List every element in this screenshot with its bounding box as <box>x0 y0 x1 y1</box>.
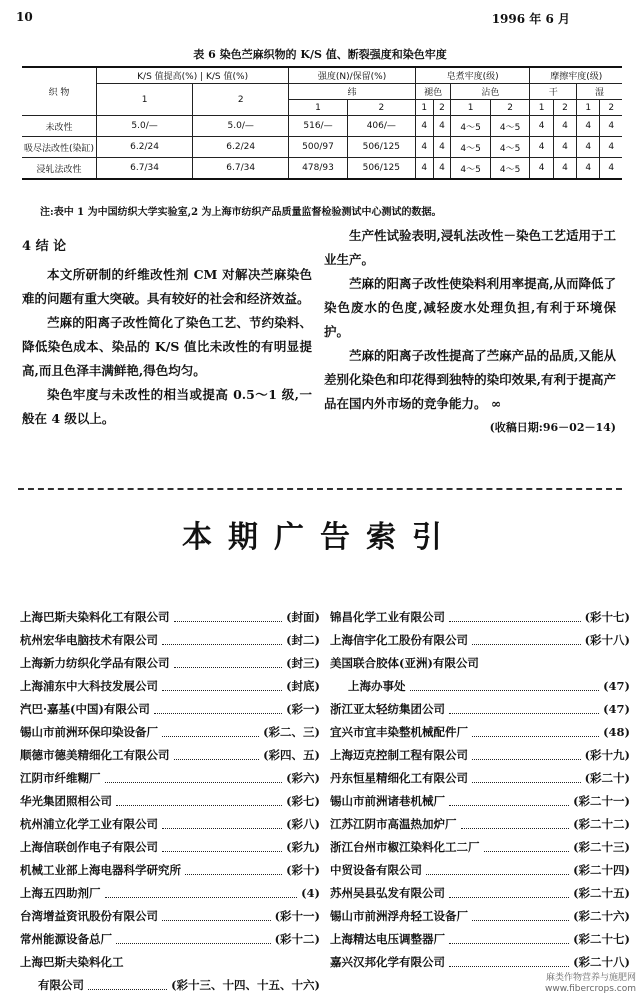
ad-entry <box>330 721 630 744</box>
ad-page: (彩九) <box>286 840 320 854</box>
leader-dots <box>185 859 282 875</box>
table-header-row <box>22 67 622 84</box>
cell: 4 <box>433 116 451 137</box>
ad-company: 美国联合胶体(亚洲)有限公司 <box>330 656 479 670</box>
leader-dots <box>162 721 259 737</box>
ad-entry <box>20 721 320 744</box>
table-header-row <box>22 84 622 100</box>
header-fabric: 织 物 <box>22 67 97 116</box>
ad-entry <box>20 675 320 698</box>
header-num: 1 <box>577 100 600 116</box>
leader-dots <box>116 928 271 944</box>
ad-entry <box>330 905 630 928</box>
header-num: 2 <box>433 100 451 116</box>
ad-entry <box>330 882 630 905</box>
header-rub-fastness: 摩擦牢度(级) <box>530 67 622 84</box>
header-num: 1 <box>289 100 347 116</box>
leader-dots <box>472 744 581 760</box>
ad-company: 浙江亚太轻纺集团公司 <box>330 702 445 716</box>
ad-company: 锡山市前洲浮舟轻工设备厂 <box>330 909 468 923</box>
cell: 4～5 <box>490 116 530 137</box>
ad-page: (封底) <box>286 679 320 693</box>
cell: 6.7/34 <box>193 158 289 180</box>
header-ks: K/S 值提高(%) | K/S 值(%) <box>97 67 289 84</box>
leader-dots <box>162 629 282 645</box>
header-soap-fastness: 皂煮牢度(级) <box>415 67 530 84</box>
cell: 4～5 <box>451 137 491 158</box>
section-heading: 4 结 论 <box>22 239 67 254</box>
ad-company: 江苏江阴市高温热加炉厂 <box>330 817 457 831</box>
ad-company: 汽巴·嘉基(中国)有限公司 <box>20 702 150 716</box>
header-num: 2 <box>600 100 622 116</box>
ad-entry <box>20 606 320 629</box>
section-divider <box>18 488 622 490</box>
conclusion-left-column <box>22 235 312 431</box>
ad-page: (彩二十二) <box>573 817 630 831</box>
ad-company: 上海浦东中大科技发展公司 <box>20 679 158 693</box>
ad-page: (彩十一) <box>274 909 320 923</box>
leader-dots <box>162 836 282 852</box>
page-number: 10 <box>16 10 33 24</box>
table-row <box>22 137 622 158</box>
ad-company: 华光集团照相公司 <box>20 794 112 808</box>
leader-dots <box>162 905 271 921</box>
table-note: 注:表中 1 为中国纺织大学实验室,2 为上海市纺织产品质量监督检验测试中心测试的数据。 <box>40 207 442 218</box>
ad-company: 台湾增益资讯股份有限公司 <box>20 909 158 923</box>
ad-company: 锡山市前洲诸巷机械厂 <box>330 794 445 808</box>
cell: 4 <box>433 158 451 180</box>
cell: 4 <box>530 116 553 137</box>
leader-dots <box>162 813 282 829</box>
ad-entry <box>20 859 320 882</box>
ad-company: 浙江台州市椒江染料化工二厂 <box>330 840 480 854</box>
header-wet: 湿 <box>577 84 622 100</box>
header-warp: 纬 <box>289 84 416 100</box>
ad-page: (彩二十五) <box>573 886 630 900</box>
leader-dots <box>472 767 581 783</box>
cell: 500/97 <box>289 137 347 158</box>
ad-page: (彩六) <box>286 771 320 785</box>
ad-entry <box>20 652 320 675</box>
ad-entry <box>20 813 320 836</box>
ad-page: (彩二十八) <box>573 955 630 969</box>
ad-entry <box>330 859 630 882</box>
leader-dots <box>449 951 569 967</box>
paragraph: 苎麻的阳离子改性使染料利用率提高,从而降低了染色废水的色度,减轻废水处理负担,有利于环境保护。 <box>324 276 616 339</box>
header-num: 2 <box>490 100 530 116</box>
ad-company: 上海巴斯夫染料化工有限公司 <box>20 610 170 624</box>
ad-company: 嘉兴汉邦化学有限公司 <box>330 955 445 969</box>
cell: 4 <box>530 158 553 180</box>
ad-entry <box>20 882 320 905</box>
leader-dots <box>472 905 569 921</box>
ad-company: 锦昌化学工业有限公司 <box>330 610 445 624</box>
leader-dots <box>162 675 282 691</box>
leader-dots <box>472 629 581 645</box>
header-ks-2: K/S 值(%) <box>206 72 249 82</box>
header-num: 2 <box>553 100 576 116</box>
cell: 478/93 <box>289 158 347 180</box>
ad-company: 顺德市德美精细化工有限公司 <box>20 748 170 762</box>
ad-page: (彩一) <box>286 702 320 716</box>
ad-entry <box>20 905 320 928</box>
ad-entry <box>20 767 320 790</box>
cell: 4 <box>415 137 433 158</box>
table-caption: 表 6 染色苎麻织物的 K/S 值、断裂强度和染色牢度 <box>193 48 447 61</box>
header-ks-1: K/S 值提高(%) <box>137 72 198 82</box>
ad-page: (封二) <box>286 633 320 647</box>
paragraph: 苎麻的阳离子改性简化了染色工艺、节约染料、降低染色成本、染品的 K/S 值比未改性的有明显提高,而且色泽丰满鲜艳,得色均匀。 <box>22 315 312 378</box>
leader-dots <box>154 698 282 714</box>
ad-entry <box>20 790 320 813</box>
cell: 506/125 <box>347 137 415 158</box>
leader-dots <box>116 790 282 806</box>
ad-page: (彩十三、十四、十五、十六) <box>171 978 320 992</box>
ad-page: (彩八) <box>286 817 320 831</box>
paragraph: 生产性试验表明,浸轧法改性－染色工艺适用于工业生产。 <box>324 228 616 267</box>
ad-entry <box>330 744 630 767</box>
ad-page: (彩二十) <box>584 771 630 785</box>
ad-entry <box>330 928 630 951</box>
cell: 516/— <box>289 116 347 137</box>
leader-dots <box>426 859 569 875</box>
leader-dots <box>174 652 283 668</box>
leader-dots <box>174 744 260 760</box>
ad-entry <box>330 836 630 859</box>
ad-page: (48) <box>603 725 630 739</box>
ad-entry <box>330 767 630 790</box>
received-date: (收稿日期:96－02－14) <box>489 421 616 434</box>
cell: 4 <box>553 116 576 137</box>
watermark-line-1: 麻类作物营养与施肥网 <box>545 973 636 983</box>
ad-company: 上海信联创作电子有限公司 <box>20 840 158 854</box>
cell: 4～5 <box>451 158 491 180</box>
ad-entry <box>20 928 320 951</box>
ad-entry <box>330 790 630 813</box>
cell: 6.2/24 <box>97 137 193 158</box>
leader-dots <box>410 675 600 691</box>
cell: 6.2/24 <box>193 137 289 158</box>
paragraph <box>324 344 616 416</box>
header-num: 2 <box>347 100 415 116</box>
ad-entry <box>330 652 630 675</box>
ad-page: (彩二十三) <box>573 840 630 854</box>
fabric-name: 吸尽法改性(染缸) <box>22 137 97 158</box>
leader-dots <box>449 698 599 714</box>
leader-dots <box>449 882 569 898</box>
ad-page: (彩七) <box>286 794 320 808</box>
cell: 4 <box>577 116 600 137</box>
ad-page: (封面) <box>286 610 320 624</box>
ad-entry <box>330 698 630 721</box>
paragraph-text: 苎麻的阳离子改性提高了苎麻产品的品质,又能从差别化染色和印花得到独特的染印效果,有利于提高产品在国内外市场的竞争能力。 <box>324 348 616 411</box>
ad-company: 上海巴斯夫染料化工 <box>20 955 124 969</box>
cell: 6.7/34 <box>97 158 193 180</box>
ad-page: (封三) <box>286 656 320 670</box>
cell: 4 <box>600 116 622 137</box>
ad-company: 上海新力纺织化学品有限公司 <box>20 656 170 670</box>
cell: 5.0/— <box>97 116 193 137</box>
ad-company: 有限公司 <box>38 978 84 992</box>
ad-company: 锡山市前洲环保印染设备厂 <box>20 725 158 739</box>
ad-company: 杭州浦立化学工业有限公司 <box>20 817 158 831</box>
cell: 4 <box>553 137 576 158</box>
paragraph: 染色牢度与未改性的相当或提高 0.5～1 级,一般在 4 级以上。 <box>22 387 312 426</box>
ad-page: (彩十) <box>286 863 320 877</box>
leader-dots <box>449 928 569 944</box>
leader-dots <box>472 721 599 737</box>
ad-page: (彩十七) <box>584 610 630 624</box>
ad-entry <box>20 629 320 652</box>
cell: 4 <box>530 137 553 158</box>
ad-company: 上海迈克控制工程有限公司 <box>330 748 468 762</box>
leader-dots <box>449 606 581 622</box>
leader-dots <box>461 813 570 829</box>
conclusion-right-column <box>324 224 616 440</box>
header-fade: 褪色 <box>415 84 450 100</box>
ad-entry <box>20 744 320 767</box>
fabric-name: 未改性 <box>22 116 97 137</box>
ad-page: (47) <box>603 679 630 693</box>
ad-entry <box>330 606 630 629</box>
ad-page: (彩二十六) <box>573 909 630 923</box>
results-table <box>22 66 622 180</box>
table-row <box>22 158 622 180</box>
ad-entry <box>330 813 630 836</box>
cell: 5.0/— <box>193 116 289 137</box>
header-num: 1 <box>530 100 553 116</box>
ad-index-right-list <box>330 606 630 974</box>
header-num: 2 <box>193 84 289 116</box>
cell: 4 <box>415 158 433 180</box>
ad-entry <box>20 974 320 997</box>
leader-dots <box>174 606 283 622</box>
ad-company: 中贸设备有限公司 <box>330 863 422 877</box>
ad-page: (彩二、三) <box>263 725 320 739</box>
paragraph: 本文所研制的纤维改性剂 CM 对解决苎麻染色难的问题有重大突破。具有较好的社会和经济效益。 <box>22 267 312 306</box>
ad-company: 上海精达电压调整器厂 <box>330 932 445 946</box>
ad-entry <box>330 675 630 698</box>
ad-page: (彩十八) <box>584 633 630 647</box>
cell: 4 <box>415 116 433 137</box>
leader-dots <box>105 767 283 783</box>
ad-page: (彩二十四) <box>573 863 630 877</box>
issue-date: 1996 年 6 月 <box>491 12 570 26</box>
ad-page: (彩二十一) <box>573 794 630 808</box>
ad-company: 上海办事处 <box>348 679 406 693</box>
ad-entry <box>20 836 320 859</box>
ad-company: 杭州宏华电脑技术有限公司 <box>20 633 158 647</box>
ad-company: 丹东恒星精细化工有限公司 <box>330 771 468 785</box>
header-dry: 干 <box>530 84 577 100</box>
ad-page: (4) <box>301 886 320 900</box>
ad-index-title: 本期广告索引 <box>182 520 458 555</box>
header-num: 1 <box>97 84 193 116</box>
ad-company: 江阴市纤维糊厂 <box>20 771 101 785</box>
leader-dots <box>449 790 569 806</box>
ad-index-left-list <box>20 606 320 997</box>
ad-entry <box>330 629 630 652</box>
cell: 4 <box>600 158 622 180</box>
ad-entry <box>20 698 320 721</box>
leader-dots <box>88 974 167 990</box>
end-mark: ∞ <box>490 396 502 411</box>
ad-page: (彩十二) <box>274 932 320 946</box>
leader-dots <box>105 882 298 898</box>
ad-company: 常州能源设备总厂 <box>20 932 112 946</box>
cell: 4 <box>553 158 576 180</box>
fabric-name: 浸轧法改性 <box>22 158 97 180</box>
cell: 4～5 <box>451 116 491 137</box>
table-row <box>22 116 622 137</box>
header-num: 1 <box>415 100 433 116</box>
cell: 4 <box>577 137 600 158</box>
cell: 4 <box>433 137 451 158</box>
watermark-line-2: www.fibercrops.com <box>545 984 636 994</box>
header-stain: 沾色 <box>451 84 530 100</box>
ad-company: 机械工业部上海电器科学研究所 <box>20 863 181 877</box>
ad-page: (47) <box>603 702 630 716</box>
header-num: 1 <box>451 100 491 116</box>
ad-page: (彩二十七) <box>573 932 630 946</box>
cell: 4 <box>577 158 600 180</box>
ad-company: 上海信宇化工股份有限公司 <box>330 633 468 647</box>
cell: 4～5 <box>490 137 530 158</box>
cell: 4 <box>600 137 622 158</box>
leader-dots <box>484 836 570 852</box>
cell: 506/125 <box>347 158 415 180</box>
ad-page: (彩四、五) <box>263 748 320 762</box>
ad-entry <box>20 951 320 974</box>
cell: 406/— <box>347 116 415 137</box>
ad-page: (彩十九) <box>584 748 630 762</box>
header-strength: 强度(N)/保留(%) <box>289 67 416 84</box>
ad-company: 苏州吴县弘发有限公司 <box>330 886 445 900</box>
ad-company: 上海五四助剂厂 <box>20 886 101 900</box>
cell: 4～5 <box>490 158 530 180</box>
ad-company: 宜兴市宜丰染整机械配件厂 <box>330 725 468 739</box>
